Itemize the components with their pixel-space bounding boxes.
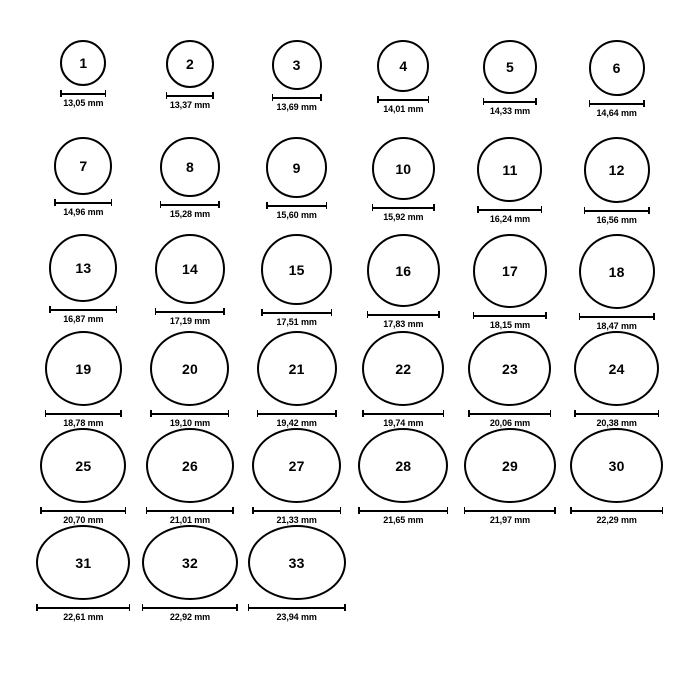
ring-size-cell — [243, 137, 350, 234]
ring-measure — [248, 604, 346, 622]
ring-diameter-text: 14,64 mm — [596, 108, 637, 118]
ring-size-cell — [243, 234, 350, 331]
ring-measure — [252, 507, 341, 525]
ring-diameter-text: 19,74 mm — [383, 418, 424, 428]
ring-size-cell — [563, 137, 670, 234]
diameter-caliper-icon — [589, 100, 645, 107]
ring-size-label: 6 — [612, 60, 621, 76]
ring-circle — [362, 331, 444, 406]
ring-measure — [574, 410, 659, 428]
ring-measure — [36, 604, 130, 622]
ring-size-label: 16 — [395, 262, 412, 279]
ring-diameter-text: 18,15 mm — [489, 320, 531, 330]
ring-size-label: 4 — [399, 58, 408, 74]
ring-diameter-text: 21,33 mm — [276, 515, 317, 525]
ring-measure — [142, 604, 238, 622]
ring-diameter-text: 16,56 mm — [596, 215, 637, 225]
ring-size-cell — [563, 428, 670, 525]
ring-circle — [155, 234, 225, 304]
ring-size-cell — [30, 331, 137, 428]
ring-size-cell — [30, 137, 137, 234]
ring-measure — [358, 507, 448, 525]
ring-circle — [579, 234, 655, 309]
ring-size-cell — [563, 234, 670, 331]
diameter-caliper-icon — [477, 206, 542, 213]
ring-size-cell — [137, 428, 244, 525]
ring-size-label: 19 — [75, 360, 92, 377]
ring-size-cell — [30, 40, 137, 137]
ring-diameter-text: 14,96 mm — [63, 207, 104, 217]
ring-size-cell — [243, 40, 350, 137]
diameter-caliper-icon — [166, 92, 214, 99]
ring-size-label: 15 — [288, 261, 305, 278]
ring-size-cell — [137, 137, 244, 234]
ring-diameter-text: 13,05 mm — [63, 98, 104, 108]
ring-diameter-text: 14,01 mm — [383, 104, 424, 114]
ring-diameter-text: 20,06 mm — [489, 418, 531, 428]
ring-measure — [372, 204, 435, 222]
ring-size-label: 8 — [185, 159, 194, 175]
ring-size-label: 33 — [288, 554, 305, 571]
diameter-caliper-icon — [160, 201, 220, 208]
ring-size-label: 24 — [608, 360, 625, 377]
ring-size-cell — [563, 40, 670, 137]
ring-size-cell — [243, 525, 350, 622]
ring-circle — [36, 525, 130, 600]
ring-measure — [473, 312, 547, 330]
ring-size-grid — [30, 40, 670, 622]
ring-diameter-text: 20,70 mm — [63, 515, 104, 525]
ring-measure — [150, 410, 229, 428]
ring-size-cell — [137, 234, 244, 331]
ring-circle — [142, 525, 238, 600]
ring-diameter-text: 15,92 mm — [383, 212, 424, 222]
ring-size-cell — [137, 525, 244, 622]
diameter-caliper-icon — [372, 204, 435, 211]
ring-measure — [468, 410, 551, 428]
ring-size-cell — [457, 234, 564, 331]
ring-size-cell — [350, 40, 457, 137]
ring-size-cell — [30, 428, 137, 525]
diameter-caliper-icon — [266, 202, 327, 209]
ring-measure — [45, 410, 122, 428]
ring-circle — [146, 428, 234, 503]
ring-size-cell — [30, 525, 137, 622]
diameter-caliper-icon — [248, 604, 346, 611]
ring-measure — [261, 309, 332, 327]
ring-size-label: 27 — [288, 457, 305, 474]
diameter-caliper-icon — [574, 410, 659, 417]
ring-measure — [483, 98, 537, 116]
ring-size-label: 7 — [79, 158, 88, 174]
ring-measure — [146, 507, 234, 525]
ring-diameter-text: 17,19 mm — [169, 316, 211, 326]
diameter-caliper-icon — [54, 199, 112, 206]
ring-measure — [464, 507, 556, 525]
ring-measure — [367, 311, 440, 329]
diameter-caliper-icon — [142, 604, 238, 611]
ring-measure — [160, 201, 220, 219]
ring-circle — [261, 234, 332, 305]
ring-measure — [257, 410, 337, 428]
ring-diameter-text: 17,83 mm — [383, 319, 424, 329]
ring-diameter-text: 18,78 mm — [63, 418, 104, 428]
ring-circle — [574, 331, 659, 406]
ring-diameter-text: 13,37 mm — [169, 100, 211, 110]
ring-diameter-text: 16,24 mm — [489, 214, 531, 224]
ring-diameter-text: 19,42 mm — [276, 418, 317, 428]
diameter-caliper-icon — [483, 98, 537, 105]
ring-size-label: 12 — [608, 162, 625, 178]
diameter-caliper-icon — [257, 410, 337, 417]
ring-circle — [377, 40, 429, 92]
ring-diameter-text: 16,87 mm — [63, 314, 104, 324]
ring-size-label: 5 — [505, 59, 514, 75]
ring-measure — [477, 206, 542, 224]
ring-measure — [54, 199, 112, 217]
ring-size-label: 32 — [181, 554, 198, 571]
diameter-caliper-icon — [468, 410, 551, 417]
diameter-caliper-icon — [362, 410, 444, 417]
diameter-caliper-icon — [464, 507, 556, 514]
ring-circle — [589, 40, 645, 96]
ring-size-cell — [350, 234, 457, 331]
ring-diameter-text: 23,94 mm — [276, 612, 317, 622]
ring-size-cell — [563, 331, 670, 428]
ring-circle — [266, 137, 327, 198]
ring-circle — [40, 428, 126, 503]
ring-circle — [584, 137, 650, 203]
ring-circle — [372, 137, 435, 200]
ring-size-cell — [457, 137, 564, 234]
ring-circle — [54, 137, 112, 195]
ring-diameter-text: 13,69 mm — [276, 102, 317, 112]
ring-circle — [49, 234, 117, 302]
ring-size-cell — [30, 234, 137, 331]
ring-circle — [252, 428, 341, 503]
ring-measure — [579, 313, 655, 331]
diameter-caliper-icon — [49, 306, 117, 313]
ring-size-label: 28 — [395, 457, 412, 474]
ring-size-label: 9 — [292, 159, 301, 176]
ring-size-cell — [137, 40, 244, 137]
ring-size-label: 14 — [181, 261, 198, 277]
diameter-caliper-icon — [146, 507, 234, 514]
ring-diameter-text: 22,61 mm — [63, 612, 104, 622]
ring-size-label: 23 — [501, 360, 518, 377]
ring-circle — [477, 137, 542, 202]
diameter-caliper-icon — [473, 312, 547, 319]
ring-circle — [358, 428, 448, 503]
diameter-caliper-icon — [150, 410, 229, 417]
ring-size-cell — [137, 331, 244, 428]
ring-diameter-text: 21,65 mm — [383, 515, 424, 525]
ring-circle — [483, 40, 537, 94]
ring-measure — [40, 507, 126, 525]
ring-measure — [272, 94, 322, 112]
ring-measure — [570, 507, 663, 525]
ring-size-cell — [350, 331, 457, 428]
diameter-caliper-icon — [367, 311, 440, 318]
ring-circle — [272, 40, 322, 90]
ring-diameter-text: 14,33 mm — [489, 106, 531, 116]
diameter-caliper-icon — [261, 309, 332, 316]
ring-measure — [266, 202, 327, 220]
ring-size-cell — [350, 428, 457, 525]
ring-measure — [155, 308, 225, 326]
ring-size-cell — [243, 428, 350, 525]
diameter-caliper-icon — [155, 308, 225, 315]
diameter-caliper-icon — [584, 207, 650, 214]
ring-circle — [45, 331, 122, 406]
ring-circle — [367, 234, 440, 307]
ring-measure — [60, 90, 106, 108]
diameter-caliper-icon — [60, 90, 106, 97]
ring-measure — [362, 410, 444, 428]
ring-size-label: 31 — [75, 554, 92, 571]
diameter-caliper-icon — [40, 507, 126, 514]
ring-size-cell — [350, 137, 457, 234]
diameter-caliper-icon — [252, 507, 341, 514]
ring-size-label: 20 — [181, 360, 198, 377]
ring-size-label: 17 — [501, 263, 518, 279]
ring-measure — [584, 207, 650, 225]
diameter-caliper-icon — [36, 604, 130, 611]
diameter-caliper-icon — [570, 507, 663, 514]
diameter-caliper-icon — [272, 94, 322, 101]
ring-circle — [570, 428, 663, 503]
ring-size-label: 13 — [75, 260, 92, 276]
ring-measure — [589, 100, 645, 118]
ring-circle — [473, 234, 547, 308]
ring-diameter-text: 22,29 mm — [596, 515, 637, 525]
ring-diameter-text: 21,97 mm — [489, 515, 531, 525]
ring-size-label: 18 — [608, 263, 625, 280]
ring-size-label: 3 — [292, 57, 301, 73]
ring-size-label: 21 — [288, 360, 305, 377]
ring-size-label: 22 — [395, 360, 412, 377]
ring-circle — [248, 525, 346, 600]
diameter-caliper-icon — [579, 313, 655, 320]
ring-diameter-text: 15,28 mm — [169, 209, 211, 219]
ring-size-cell — [457, 40, 564, 137]
ring-measure — [166, 92, 214, 110]
ring-diameter-text: 18,47 mm — [596, 321, 637, 331]
ring-measure — [49, 306, 117, 324]
ring-size-label: 11 — [502, 161, 518, 178]
ring-diameter-text: 15,60 mm — [276, 210, 317, 220]
ring-size-label: 2 — [185, 56, 194, 72]
ring-diameter-text: 22,92 mm — [169, 612, 211, 622]
ring-circle — [464, 428, 556, 503]
ring-circle — [257, 331, 337, 406]
ring-circle — [60, 40, 106, 86]
ring-size-label: 30 — [608, 457, 625, 474]
ring-size-label: 1 — [79, 55, 88, 71]
ring-size-cell — [457, 428, 564, 525]
ring-diameter-text: 17,51 mm — [276, 317, 317, 327]
ring-measure — [377, 96, 429, 114]
ring-size-cell — [457, 331, 564, 428]
ring-diameter-text: 21,01 mm — [169, 515, 211, 525]
ring-size-label: 29 — [501, 457, 518, 474]
ring-size-label: 25 — [75, 457, 92, 474]
ring-size-label: 10 — [395, 160, 412, 177]
ring-diameter-text: 19,10 mm — [169, 418, 211, 428]
ring-circle — [166, 40, 214, 88]
ring-size-label: 26 — [181, 457, 198, 474]
ring-circle — [468, 331, 551, 406]
ring-circle — [160, 137, 220, 197]
ring-size-cell — [243, 331, 350, 428]
diameter-caliper-icon — [358, 507, 448, 514]
diameter-caliper-icon — [45, 410, 122, 417]
ring-diameter-text: 20,38 mm — [596, 418, 637, 428]
ring-circle — [150, 331, 229, 406]
diameter-caliper-icon — [377, 96, 429, 103]
